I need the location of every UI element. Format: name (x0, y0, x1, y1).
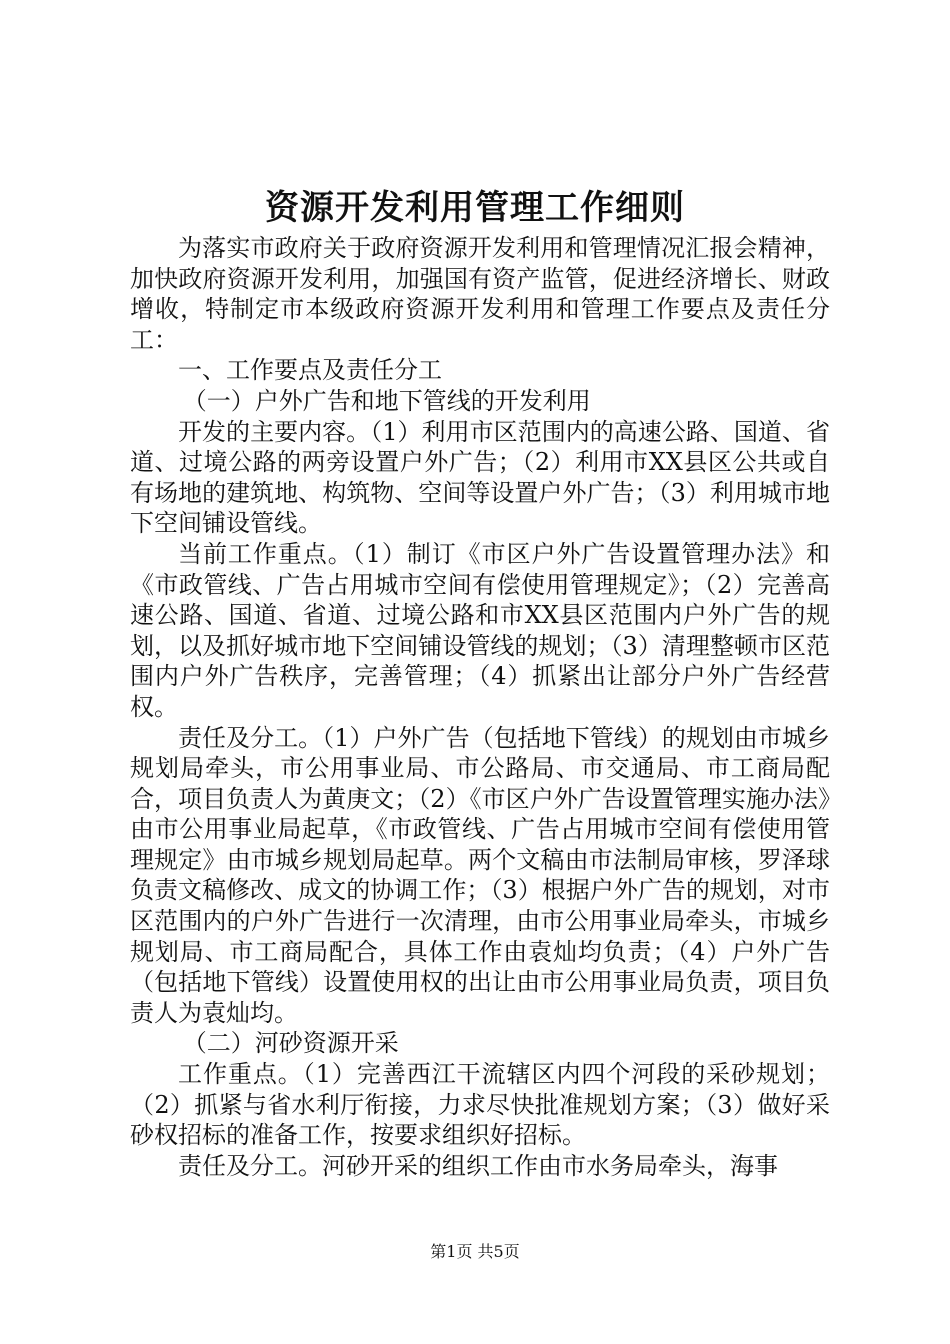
section-heading: 一、工作要点及责任分工 (178, 356, 442, 385)
intro-paragraph: 为落实市政府关于政府资源开发利用和管理情况汇报会精神，加快政府资源开发利用，加强国有资产监管，促进经济增长、财政增收，特制定市本级政府资源开发利用和管理工作要点及责任分工： (130, 234, 830, 354)
body-paragraph: 当前工作重点。（1）制订《市区户外广告设置管理办法》和《市政管线、广告占用城市空间有偿使用管理规定》；（2）完善高速公路、国道、省道、过境公路和市XX县区范围内户外广告的规划，以及抓好城市地下空间铺设管线的规划；（3）清理整顿市区范围内户外广告秩序，完善管理；（4）抓紧出让部分户外广告经营权。 (130, 539, 830, 721)
subsection-heading: （二）河砂资源开采 (182, 1029, 399, 1058)
document-body (130, 233, 830, 1181)
page-number: 第1页 共5页 (430, 1242, 520, 1261)
body-paragraph: 责任及分工。河砂开采的组织工作由市水务局牵头，海事 (178, 1151, 778, 1180)
body-paragraph: 开发的主要内容。（1）利用市区范围内的高速公路、国道、省道、过境公路的两旁设置户外广告；（2）利用市XX县区公共或自有场地的建筑地、构筑物、空间等设置户外广告；（3）利用城市地下空间铺设管线。 (130, 417, 830, 538)
body-paragraph: 工作重点。（1）完善西江干流辖区内四个河段的采砂规划；（2）抓紧与省水利厅衔接，力求尽快批准规划方案；（3）做好采砂权招标的准备工作，按要求组织好招标。 (130, 1060, 830, 1150)
subsection-heading: （一）户外广告和地下管线的开发利用 (182, 386, 591, 415)
document-title: 资源开发利用管理工作细则 (265, 188, 685, 228)
body-paragraph: 责任及分工。（1）户外广告（包括地下管线）的规划由市城乡规划局牵头，市公用事业局、市公路局、市交通局、市工商局配合，项目负责人为黄庚文；（2）《市区户外广告设置管理实施办法》由市公用事业局起草，《市政管线、广告占用城市空间有偿使用管理规定》由市城乡规划局起草。两个文稿由市法制局审核，罗泽球负责文稿修改、成文的协调工作；（3）根据户外广告的规划，对市区范围内的户外广告进行一次清理，由市公用事业局牵头，市城乡规划局、市工商局配合，具体工作由袁灿均负责；（4）户外广告（包括地下管线）设置使用权的出让由市公用事业局负责，项目负责人为袁灿均。 (130, 723, 830, 1027)
